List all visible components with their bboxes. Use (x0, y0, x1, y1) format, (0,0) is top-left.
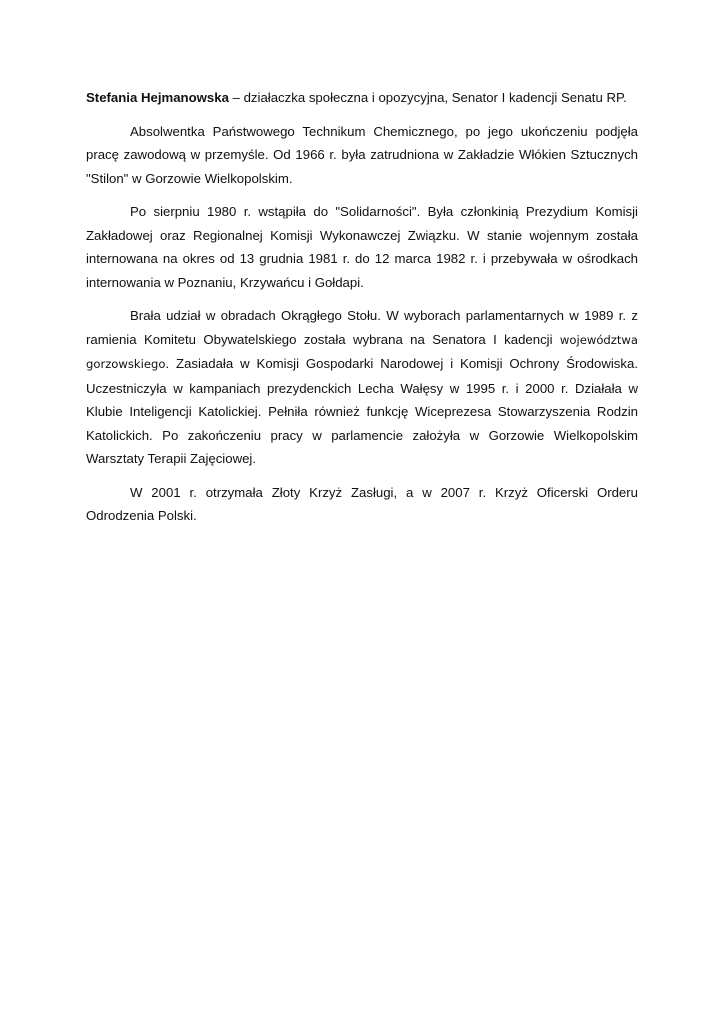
document-page (86, 86, 638, 538)
voivodeship-name: województwa gorzowskiego (86, 332, 638, 371)
paragraph-education: Absolwentka Państwowego Technikum Chemicznego, po jego ukończeniu podjęła pracę zawodową w przemyśle. Od 1966 r. była zatrudniona w Zakładzie Włókien Sztucznych "Stilon" w Gorzowie Wielkopolskim. (86, 123, 638, 186)
person-description: – działaczka społeczna i opozycyjna, Senator I kadencji Senatu RP. (228, 90, 627, 105)
person-name: Stefania Hejmanowska (86, 90, 229, 105)
paragraph-awards: W 2001 r. otrzymała Złoty Krzyż Zasługi, a w 2007 r. Krzyż Oficerski Orderu Odrodzenia Polski. (86, 484, 638, 523)
senate-text-start: Brała udział w obradach Okrągłego Stołu. W wyborach parlamentarnych w 1989 r. z ramienia Komitetu Obywatelskiego została wybrana na Senatora I kadencji (86, 308, 638, 347)
paragraph-senate (86, 304, 638, 471)
senate-text-end: . Zasiadała w Komisji Gospodarki Narodowej i Komisji Ochrony Środowiska. Uczestniczyła w kampaniach prezydenckich Lecha Wałęsy w 1995 r. i 2000 r. Działała w Klubie Inteligencji Katolickiej. Pełniła również funkcję Wiceprezesa Stowarzyszenia Rodzin Katolickich. Po zakończeniu pracy w parlamencie założyła w Gorzowie Wielkopolskim Warsztaty Terapii Zajęciowej. (86, 356, 638, 466)
intro-line (86, 86, 638, 110)
paragraph-solidarity: Po sierpniu 1980 r. wstąpiła do "Solidarności". Była członkinią Prezydium Komisji Zakładowej oraz Regionalnej Komisji Wykonawczej Związku. W stanie wojennym została internowana na okres od 13 grudnia 1981 r. do 12 marca 1982 r. i przebywała w ośrodkach internowania w Poznaniu, Krzywańcu i Gołdapi. (86, 204, 638, 290)
